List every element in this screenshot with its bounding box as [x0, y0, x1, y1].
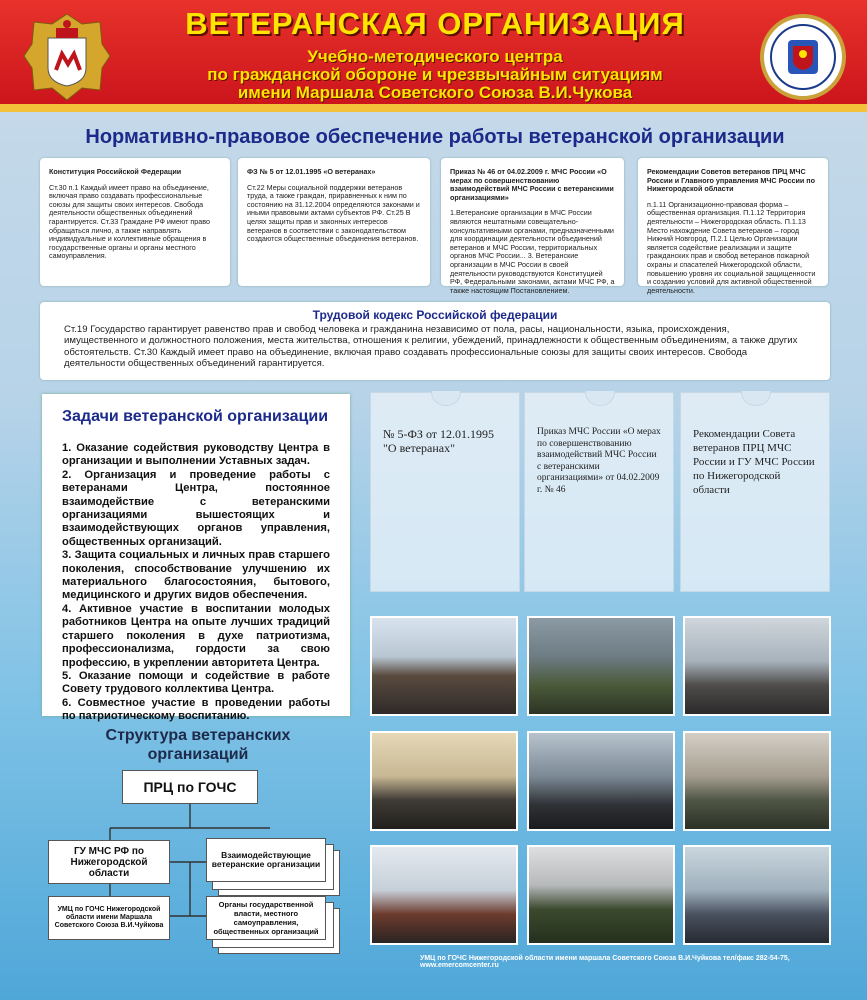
structure-authorities-stack [206, 896, 342, 954]
task-item: 5. Оказание помощи и содействие в работе Совету трудового коллектива Центра. [62, 669, 330, 696]
subtitle-line-3: имени Маршала Советского Союза В.И.Чукова [237, 83, 633, 102]
task-item: 1. Оказание содействия руководству Центра в организации и выполнении Уставных задач. [62, 442, 330, 468]
footer-contacts: УМЦ по ГОЧС Нижегородской области имени маршала Советского Союза В.И.Чуйкова тел/факс 282-54-75, www.emercomcenter.ru [420, 955, 790, 969]
doc-title: Конституция Российской Федерации [49, 167, 182, 176]
tasks-title: Задачи ветеранской организации [62, 408, 329, 425]
structure-authorities-box: Органы государственной власти, местного самоуправления, общественных организаций [206, 896, 326, 940]
task-item: 6. Совместное участие в проведении работы по патриотическому воспитанию. [62, 696, 330, 723]
doc-title: Рекомендации Советов ветеранов ПРЦ МЧС России и Главного управления МЧС России по Нижегородской области [647, 167, 816, 194]
structure-umc-box: УМЦ по ГОЧС Нижегородской области имени Маршала Советского Союза В.И.Чуйкова [48, 896, 170, 940]
doc-body: п.1.11 Организационно-правовая форма – общественная организация. П.1.12 Территория деятельности – Нижегородская область. П.1.13 Место нахождение Совета ветеранов – город Нижний Новгород. П.2.1 Целью Организации является содействие реализации и защите гражданских прав и свобод ветеранов пожарной охраны и спасателей Нижегородской области, повышению уровня их социальной защищенности и созданию условий для активной общественной деятельности. [647, 199, 816, 295]
subtitle-line-1: Учебно-методического центра [307, 47, 563, 66]
structure-partner-orgs-box: Взаимодействующие ветеранские организации [206, 838, 326, 882]
labor-code-title: Трудовой кодекс Российской федерации [312, 308, 558, 322]
labor-code-body: Ст.19 Государство гарантирует равенство прав и свобод человека и гражданина независимо от пола, расы, национальности, языка, происхождения, имущественного и должностного положения, места жительства, отношения к религии, убеждений, принадлежности к общественным объединениям, а также других обстоятельств. Ст.30 Каждый имеет право на объединение, включая право создавать профессиональные союзы для защиты своих интересов. Свобода деятельности общественных объединений гарантируется. [64, 324, 798, 369]
doc-body: Ст.30 п.1 Каждый имеет право на объединение, включая право создавать профессиональные союзы для защиты своих интересов. Свобода деятельности общественных объединений гарантируется. Ст.33 Граждане РФ имеют право обращаться лично, а также направлять индивидуальные и коллективные обращения в государственные органы и органы местного самоуправления. [49, 182, 210, 261]
task-item: 2. Организация и проведение работы с ветеранами Центра, постоянное взаимодействие с ветеранскими организациями вышестоящих и взаимодействующих органов управления, общественных организаций. [62, 468, 330, 548]
page-title: ВЕТЕРАНСКАЯ ОРГАНИЗАЦИЯ [185, 6, 685, 41]
subtitle-line-2: по гражданской обороне и чрезвычайным ситуациям [207, 65, 663, 84]
task-item: 4. Активное участие в воспитании молодых работников Центра на опыте лучших традиций старшего поколения в духе патриотизма, профессионализма, гордости за свою профессию, в укреплении авторитета Центра. [62, 602, 330, 669]
pocket-label: № 5-ФЗ от 12.01.1995 "О ветеранах" [383, 427, 495, 455]
task-item: 3. Защита социальных и личных прав старшего поколения, способствование улучшению их материального благосостояния, бытового, медицинского и других видов обеспечения. [62, 549, 330, 602]
section-title: Нормативно-правовое обеспечение работы ветеранской организации [85, 126, 785, 148]
doc-title: Приказ № 46 от 04.02.2009 г. МЧС России «О мерах по совершенствованию взаимодействий МЧС России с ветеранскими организациями» [450, 167, 614, 202]
doc-body: Ст.22 Меры социальной поддержки ветеранов труда, а также граждан, приравненных к ним по состоянию на 31.12.2004 определяются законами и иными правовыми актами субъектов РФ. Ст.25 В целях защиты прав и законных интересов ветеранов в соответствии с законодательством создаются общественные объединения ветеранов. [247, 182, 420, 244]
structure-gu-mchs-box: ГУ МЧС РФ по Нижегородской области [48, 840, 170, 884]
pocket-label: Рекомендации Совета ветеранов ПРЦ МЧС России и ГУ МЧС России по Нижегородской области [693, 428, 815, 496]
pocket-label: Приказ МЧС России «О мерах по совершенствованию взаимодействий МЧС России с ветеранскими организациями» от 04.02.2009 г. № 46 [537, 427, 661, 495]
structure-root-box: ПРЦ по ГОЧС [122, 770, 258, 804]
doc-body: 1.Ветеранские организации в МЧС России являются нештатными совещательно-консультативными органами, предназначенными для координации деятельности объединений ветеранов и МЧС России, территориальных органов МЧС России... 3. Ветеранские организации в МЧС России в своей деятельности руководствуются Конституцией РФ, Федеральными законами, актами МЧС РФ, а также настоящим Постановлением. [450, 208, 615, 295]
structure-title: Структура ветеранских организаций [105, 727, 291, 763]
doc-title: ФЗ № 5 от 12.01.1995 «О ветеранах» [247, 167, 376, 176]
structure-partner-orgs-stack [206, 838, 342, 896]
